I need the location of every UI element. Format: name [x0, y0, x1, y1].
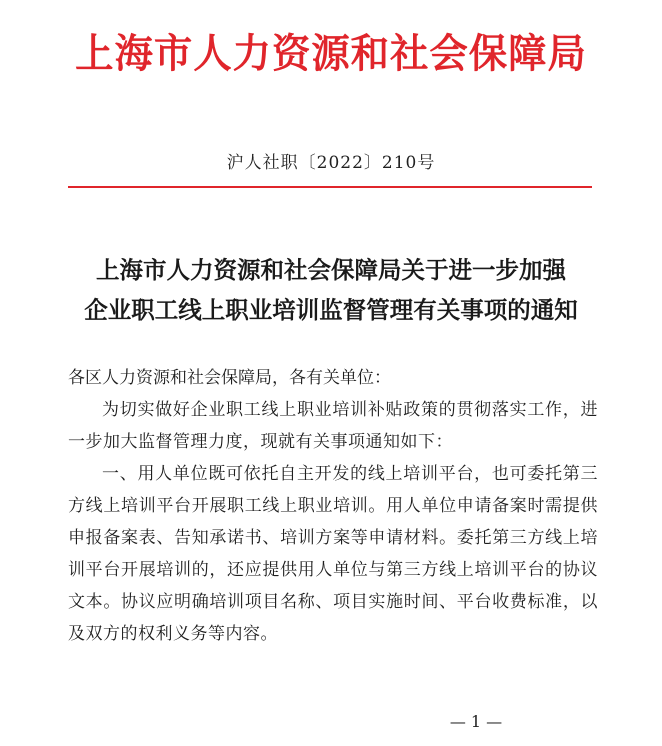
- paragraph-item-1: 一、用人单位既可依托自主开发的线上培训平台，也可委托第三方线上培训平台开展职工线上职业培训。用人单位申请备案时需提供申报备案表、告知承诺书、培训方案等申请材料。委托第三方线上培训平台开展培训的，还应提供用人单位与第三方线上培训平台的协议文本。协议应明确培训项目名称、项目实施时间、平台收费标准，以及双方的权利义务等内容。: [68, 464, 598, 644]
- page-number-text: — 1 —: [449, 712, 503, 731]
- paragraph-intro: 为切实做好企业职工线上职业培训补贴政策的贯彻落实工作，进一步加大监督管理力度，现就有关事项通知如下：: [68, 400, 598, 452]
- organization-header: 上海市人力资源和社会保障局: [75, 30, 587, 77]
- document-number: 沪人社职〔2022〕210号: [226, 153, 436, 173]
- document-title: [40, 250, 622, 330]
- page-number: [0, 712, 662, 731]
- document-body: [68, 362, 598, 650]
- title-line-2: 企业职工线上职业培训监督管理有关事项的通知: [84, 296, 578, 324]
- red-divider-line: [68, 186, 592, 188]
- salutation: 各区人力资源和社会保障局，各有关单位：: [68, 368, 391, 388]
- title-line-1: 上海市人力资源和社会保障局关于进一步加强: [96, 256, 566, 284]
